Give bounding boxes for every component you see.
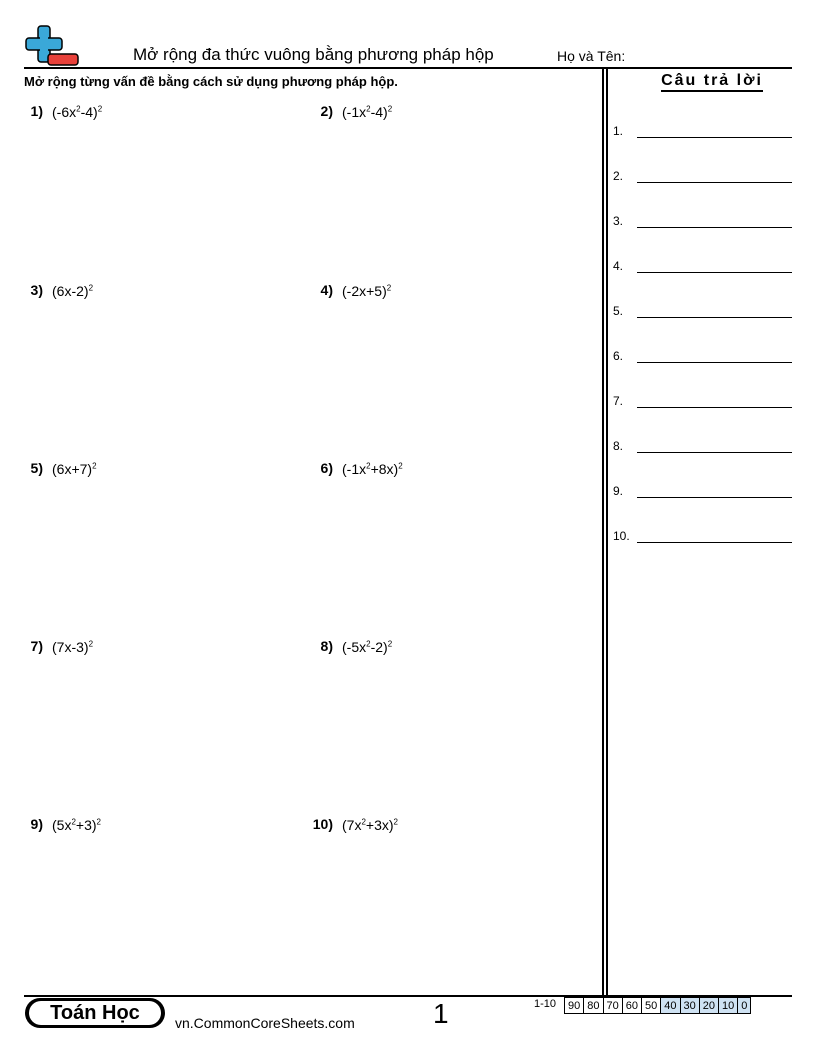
problem-number: 9)	[30, 816, 43, 832]
answer-row	[613, 484, 793, 500]
answer-line[interactable]	[637, 542, 792, 543]
answer-row	[613, 169, 793, 185]
header-divider	[24, 67, 792, 69]
problem-expression	[342, 639, 392, 655]
expression-rest: -2)	[370, 639, 388, 655]
problem-expression	[342, 104, 392, 120]
problem-expression	[52, 817, 101, 833]
answer-number: 8.	[613, 439, 624, 453]
answer-line[interactable]	[637, 362, 792, 363]
answer-row	[613, 259, 793, 275]
score-cell: 30	[680, 998, 699, 1014]
answer-number: 1.	[613, 124, 624, 138]
problem-number: 3)	[30, 282, 43, 298]
score-cell: 50	[642, 998, 661, 1014]
problem-expression	[52, 461, 97, 477]
expression-rest: +3)	[75, 817, 97, 833]
answer-number: 3.	[613, 214, 624, 228]
answer-number: 4.	[613, 259, 624, 273]
answer-row	[613, 439, 793, 455]
answer-line[interactable]	[637, 272, 792, 273]
inner-exponent: 2	[366, 461, 371, 471]
problem-expression	[342, 461, 403, 477]
answer-row	[613, 529, 793, 545]
answer-number: 6.	[613, 349, 624, 363]
answer-line[interactable]	[637, 497, 792, 498]
answer-number: 10.	[613, 529, 630, 543]
inner-exponent: 2	[366, 104, 371, 114]
brand-label: Toán Học	[29, 1001, 161, 1025]
expression-base: (5x	[52, 817, 72, 833]
expression-base: (-1x	[342, 461, 367, 477]
answer-line[interactable]	[637, 182, 792, 183]
answer-row	[613, 214, 793, 230]
outer-exponent: 2	[92, 461, 97, 471]
answer-row	[613, 304, 793, 320]
problem-expression	[342, 817, 398, 833]
answer-line[interactable]	[637, 452, 792, 453]
score-row	[565, 998, 751, 1014]
answer-number: 2.	[613, 169, 624, 183]
answer-number: 5.	[613, 304, 624, 318]
answers-title-text: Câu trả lời	[661, 72, 763, 92]
name-label: Họ và Tên:	[557, 48, 626, 64]
problem-number: 7)	[30, 638, 43, 654]
outer-exponent: 2	[96, 817, 101, 827]
expression-base: (7x-3)	[52, 639, 89, 655]
column-divider	[602, 69, 604, 996]
answer-line[interactable]	[637, 227, 792, 228]
inner-exponent: 2	[71, 817, 76, 827]
score-cell: 10	[719, 998, 738, 1014]
score-cell: 0	[738, 998, 751, 1014]
expression-rest: +3x)	[365, 817, 394, 833]
problem-number: 6)	[320, 460, 333, 476]
outer-exponent: 2	[386, 283, 392, 293]
instructions: Mở rộng từng vấn đề bằng cách sử dụng phương pháp hộp.	[24, 74, 398, 89]
problem-number: 4)	[320, 282, 333, 298]
answer-line[interactable]	[637, 407, 792, 408]
answer-number: 7.	[613, 394, 624, 408]
inner-exponent: 2	[76, 104, 81, 114]
score-cell: 80	[584, 998, 603, 1014]
problem-number: 8)	[320, 638, 333, 654]
page-title: Mở rộng đa thức vuông bằng phương pháp hộp	[133, 45, 494, 64]
problem-expression	[52, 639, 93, 655]
answer-row	[613, 394, 793, 410]
outer-exponent: 2	[387, 104, 393, 114]
problem-number: 2)	[320, 103, 333, 119]
score-range-label: 1-10	[534, 998, 557, 1010]
expression-base: (-2x+5)	[342, 283, 387, 299]
answer-line[interactable]	[637, 317, 792, 318]
brand-badge	[25, 998, 165, 1028]
outer-exponent: 2	[97, 104, 103, 114]
outer-exponent: 2	[393, 817, 398, 827]
outer-exponent: 2	[387, 639, 393, 649]
outer-exponent: 2	[88, 283, 94, 293]
score-cell: 70	[603, 998, 622, 1014]
problem-expression	[52, 104, 102, 120]
answer-row	[613, 349, 793, 365]
score-cell: 40	[661, 998, 680, 1014]
column-divider	[606, 69, 608, 996]
expression-base: (7x	[342, 817, 362, 833]
score-cell: 60	[622, 998, 641, 1014]
problem-number: 1)	[30, 103, 43, 119]
expression-rest: -4)	[370, 104, 388, 120]
expression-rest: -4)	[80, 104, 98, 120]
expression-base: (6x+7)	[52, 461, 93, 477]
inner-exponent: 2	[361, 817, 366, 827]
problem-expression	[52, 283, 93, 299]
score-cell: 90	[565, 998, 584, 1014]
score-table	[564, 997, 751, 1014]
page-number: 1	[433, 998, 449, 1029]
outer-exponent: 2	[398, 461, 403, 471]
problem-number: 10)	[312, 816, 333, 832]
problem-expression	[342, 283, 391, 299]
answers-title	[608, 72, 816, 90]
expression-base: (6x-2)	[52, 283, 89, 299]
expression-base: (-6x	[52, 104, 77, 120]
expression-base: (-1x	[342, 104, 367, 120]
inner-exponent: 2	[366, 639, 371, 649]
answer-line[interactable]	[637, 137, 792, 138]
outer-exponent: 2	[88, 639, 94, 649]
site-url: vn.CommonCoreSheets.com	[175, 1015, 355, 1031]
expression-base: (-5x	[342, 639, 367, 655]
problem-number: 5)	[30, 460, 43, 476]
answer-number: 9.	[613, 484, 624, 498]
plus-minus-logo-icon	[24, 24, 80, 68]
answer-row	[613, 124, 793, 140]
score-cell: 20	[699, 998, 718, 1014]
expression-rest: +8x)	[370, 461, 399, 477]
